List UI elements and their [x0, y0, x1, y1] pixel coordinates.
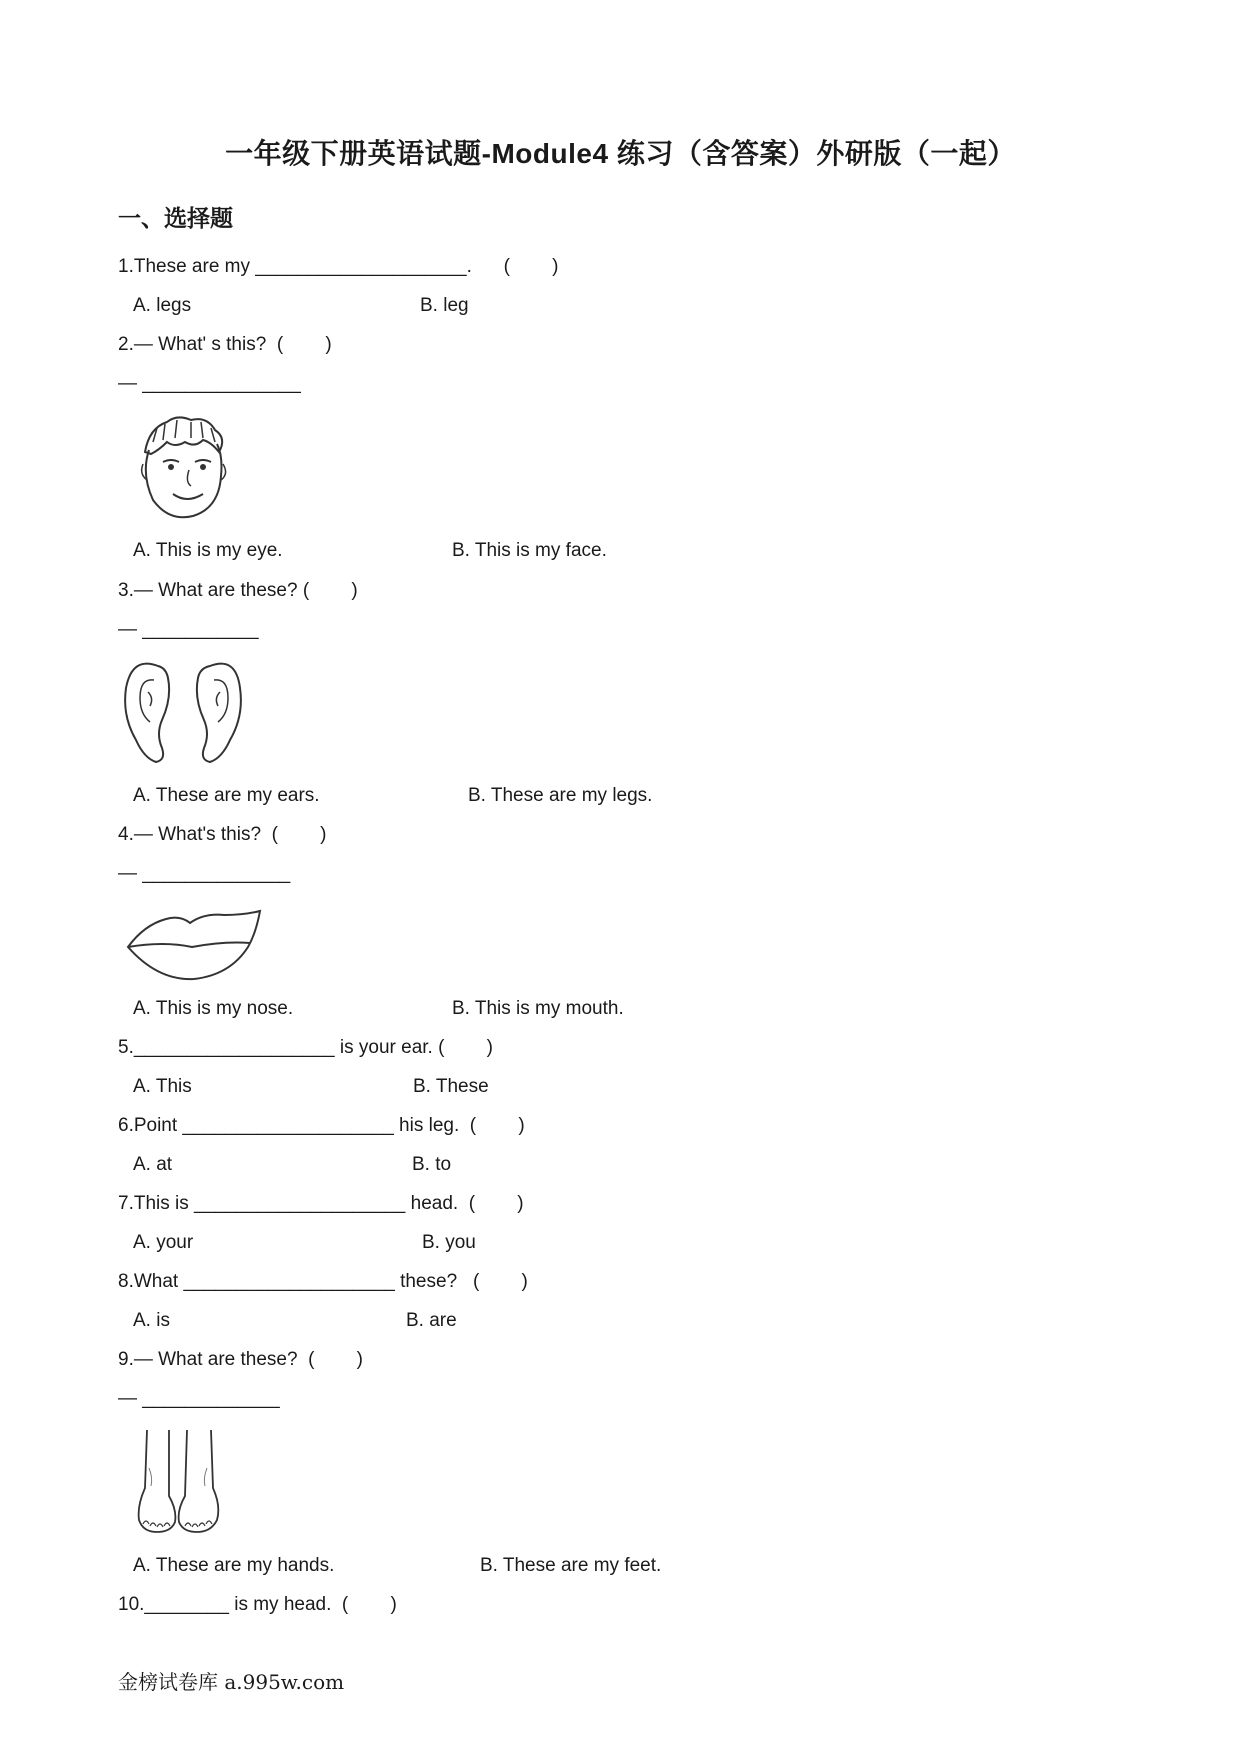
question-1-option-b[interactable]: B. leg	[420, 295, 469, 316]
footer-source: 金榜试卷库 a.995w.com	[118, 1670, 345, 1694]
question-9-option-a[interactable]: A. These are my hands.	[133, 1555, 335, 1576]
face-image	[135, 412, 235, 522]
question-3-answer-line: — ___________	[118, 619, 259, 640]
question-6-option-a[interactable]: A. at	[133, 1154, 173, 1175]
feet-image	[135, 1428, 230, 1538]
question-1-stem: 1.These are my ____________________. ( )	[118, 256, 559, 277]
question-5-option-b[interactable]: B. These	[413, 1076, 489, 1097]
question-6-option-b[interactable]: B. to	[412, 1154, 452, 1175]
question-3-option-a[interactable]: A. These are my ears.	[133, 785, 320, 806]
question-5-option-a[interactable]: A. This	[133, 1076, 192, 1097]
question-5-stem: 5.___________________ is your ear. ( )	[118, 1037, 493, 1058]
question-4-stem: 4.— What's this? ( )	[118, 824, 327, 845]
question-8-option-b[interactable]: B. are	[406, 1310, 457, 1331]
page-title: 一年级下册英语试题-Module4 练习（含答案）外研版（一起）	[225, 138, 1016, 169]
question-9-option-b[interactable]: B. These are my feet.	[480, 1555, 662, 1576]
mouth-image	[124, 905, 264, 985]
question-4-option-a[interactable]: A. This is my nose.	[133, 998, 294, 1019]
question-10-stem: 10.________ is my head. ( )	[118, 1594, 397, 1615]
question-8-option-a[interactable]: A. is	[133, 1310, 170, 1331]
question-2-stem: 2.— What' s this? ( )	[118, 334, 332, 355]
question-7-option-b[interactable]: B. you	[422, 1232, 476, 1253]
question-2-option-a[interactable]: A. This is my eye.	[133, 540, 283, 561]
question-2-option-b[interactable]: B. This is my face.	[452, 540, 607, 561]
question-8-stem: 8.What ____________________ these? ( )	[118, 1271, 528, 1292]
question-9-stem: 9.— What are these? ( )	[118, 1349, 363, 1370]
question-9-answer-line: — _____________	[118, 1388, 280, 1409]
question-1-option-a[interactable]: A. legs	[133, 295, 192, 316]
question-2-answer-line: — _______________	[118, 373, 301, 394]
question-7-stem: 7.This is ____________________ head. ( )	[118, 1193, 524, 1214]
question-4-option-b[interactable]: B. This is my mouth.	[452, 998, 624, 1019]
question-3-stem: 3.— What are these? ( )	[118, 580, 358, 601]
ears-image	[118, 658, 248, 768]
question-4-answer-line: — ______________	[118, 863, 291, 884]
question-7-option-a[interactable]: A. your	[133, 1232, 194, 1253]
section-heading: 一、选择题	[118, 205, 233, 231]
question-6-stem: 6.Point ____________________ his leg. ( )	[118, 1115, 525, 1136]
question-3-option-b[interactable]: B. These are my legs.	[468, 785, 653, 806]
